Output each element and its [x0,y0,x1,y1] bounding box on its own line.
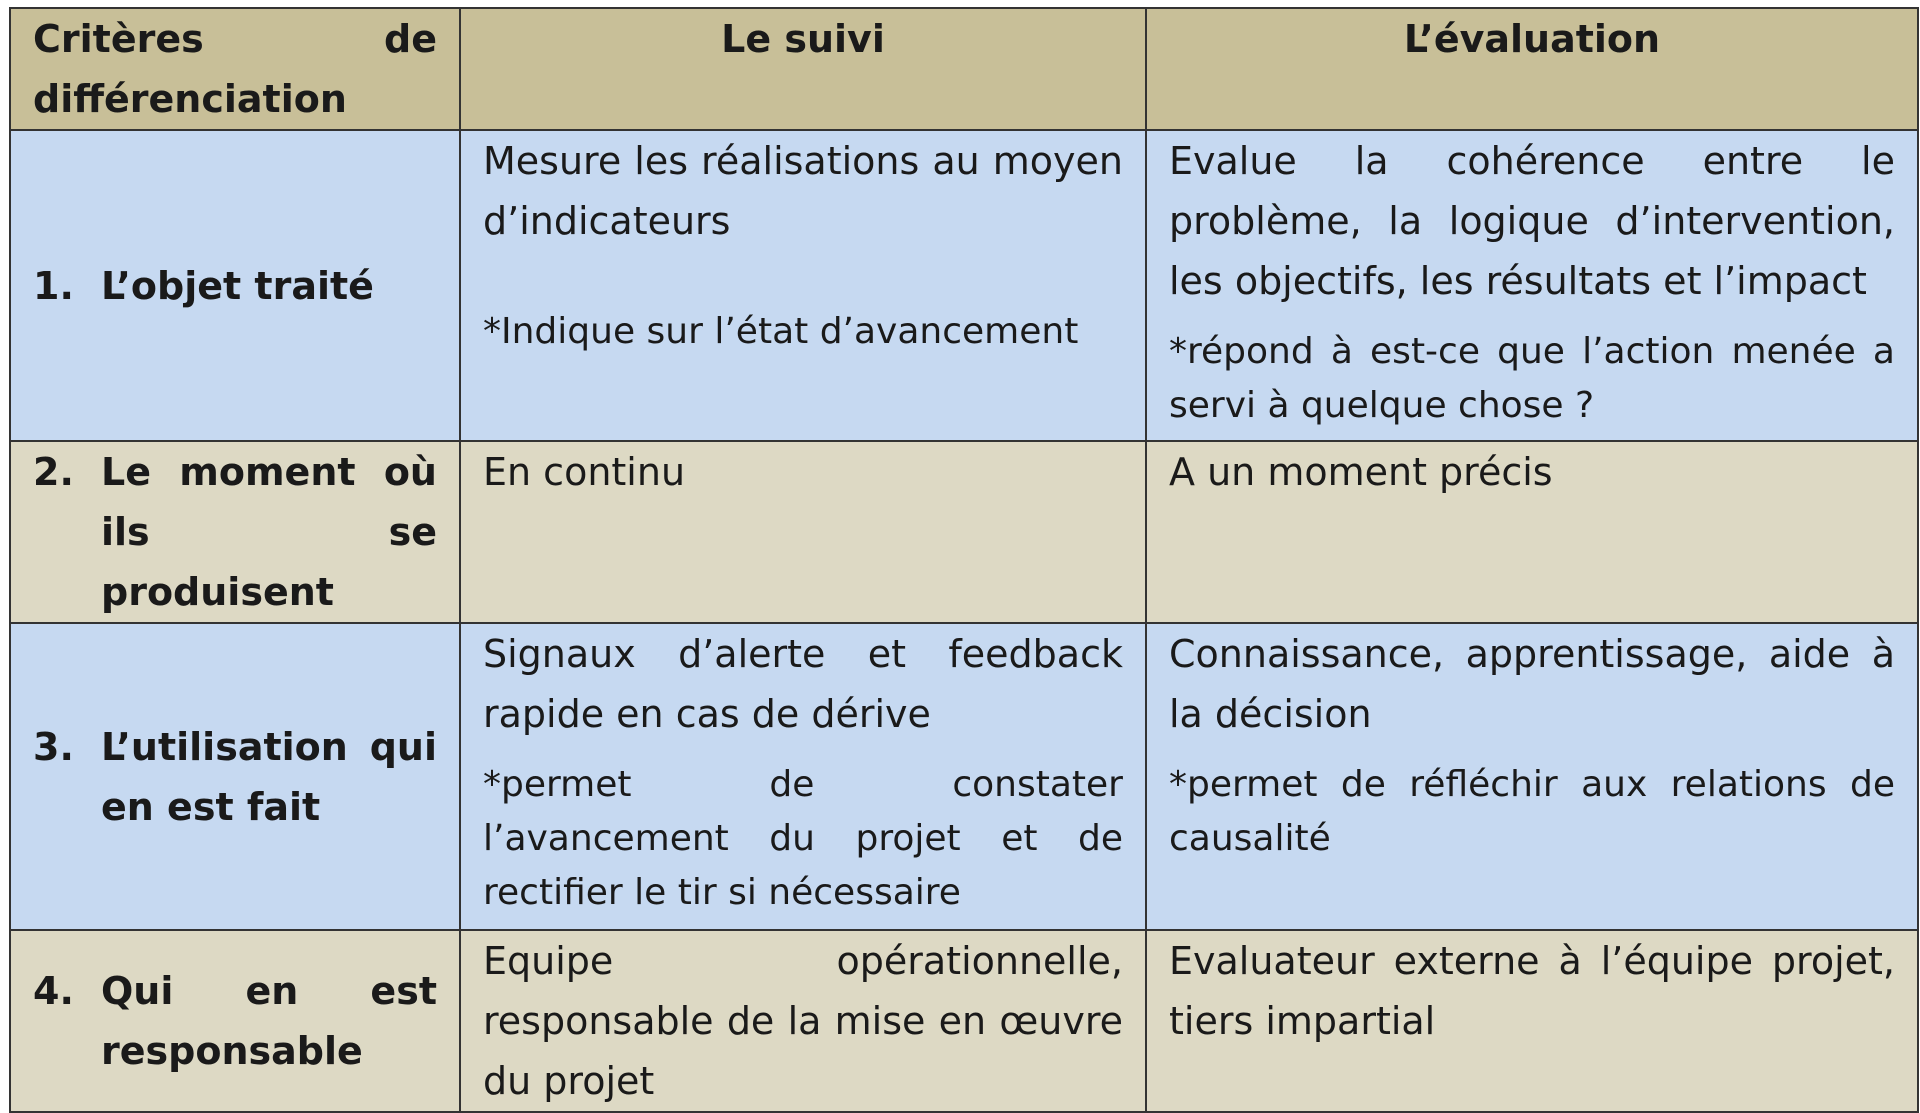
evaluation-cell [1146,930,1918,1112]
suivi-main-text: Equipe opérationnelle, responsable de la mise en œuvre du projet [483,939,1123,1103]
criterion-number: 1. [33,263,74,308]
suivi-main-text: Mesure les réalisations au moyen d’indicateurs [483,139,1123,243]
suivi-cell [460,623,1146,930]
criterion-cell [10,130,460,441]
criterion-number: 3. [33,724,74,769]
table-header-row [10,8,1918,130]
comparison-table-container [9,7,1919,1113]
suivi-cell [460,441,1146,623]
criterion-label: Le moment où ils se produisent [101,450,437,614]
evaluation-main-text: Evaluateur externe à l’équipe projet, tiers impartial [1169,939,1895,1043]
header-criteria [10,8,460,130]
evaluation-main-text: Evalue la cohérence entre le problème, la logique d’intervention, les objectifs, les résultats et l’impact [1169,139,1895,303]
evaluation-main-text: Connaissance, apprentissage, aide à la décision [1169,632,1895,736]
comparison-table [9,7,1919,1113]
suivi-main-text: Signaux d’alerte et feedback rapide en cas de dérive [483,632,1123,736]
criterion-number: 4. [33,969,74,1013]
evaluation-cell [1146,130,1918,441]
criterion-cell [10,930,460,1112]
criterion-cell [10,441,460,623]
table-row [10,930,1918,1112]
header-criteria-line2: différenciation [33,77,347,121]
table-row [10,441,1918,623]
suivi-cell [460,130,1146,441]
evaluation-cell [1146,623,1918,930]
suivi-cell [460,930,1146,1112]
header-suivi: Le suivi [460,8,1146,130]
criterion-label: Qui en est responsable [101,969,437,1073]
suivi-note: *Indique sur l’état d’avancement [483,311,1079,352]
criterion-label: L’objet traité [101,263,374,308]
table-row [10,130,1918,441]
criterion-label: L’utilisation qui en est fait [101,724,437,829]
criterion-cell [10,623,460,930]
header-criteria-line1: Critères de [33,17,437,61]
evaluation-note: *répond à est-ce que l’action menée a servi à quelque chose ? [1169,331,1895,426]
header-evaluation: L’évaluation [1146,8,1918,130]
suivi-note: *permet de constater l’avancement du projet et de rectifier le tir si nécessaire [483,764,1123,913]
suivi-main-text: En continu [483,450,686,494]
evaluation-main-text: A un moment précis [1169,450,1553,494]
evaluation-cell [1146,441,1918,623]
evaluation-note: *permet de réfléchir aux relations de causalité [1169,764,1895,859]
table-row [10,623,1918,930]
criterion-number: 2. [33,450,74,494]
